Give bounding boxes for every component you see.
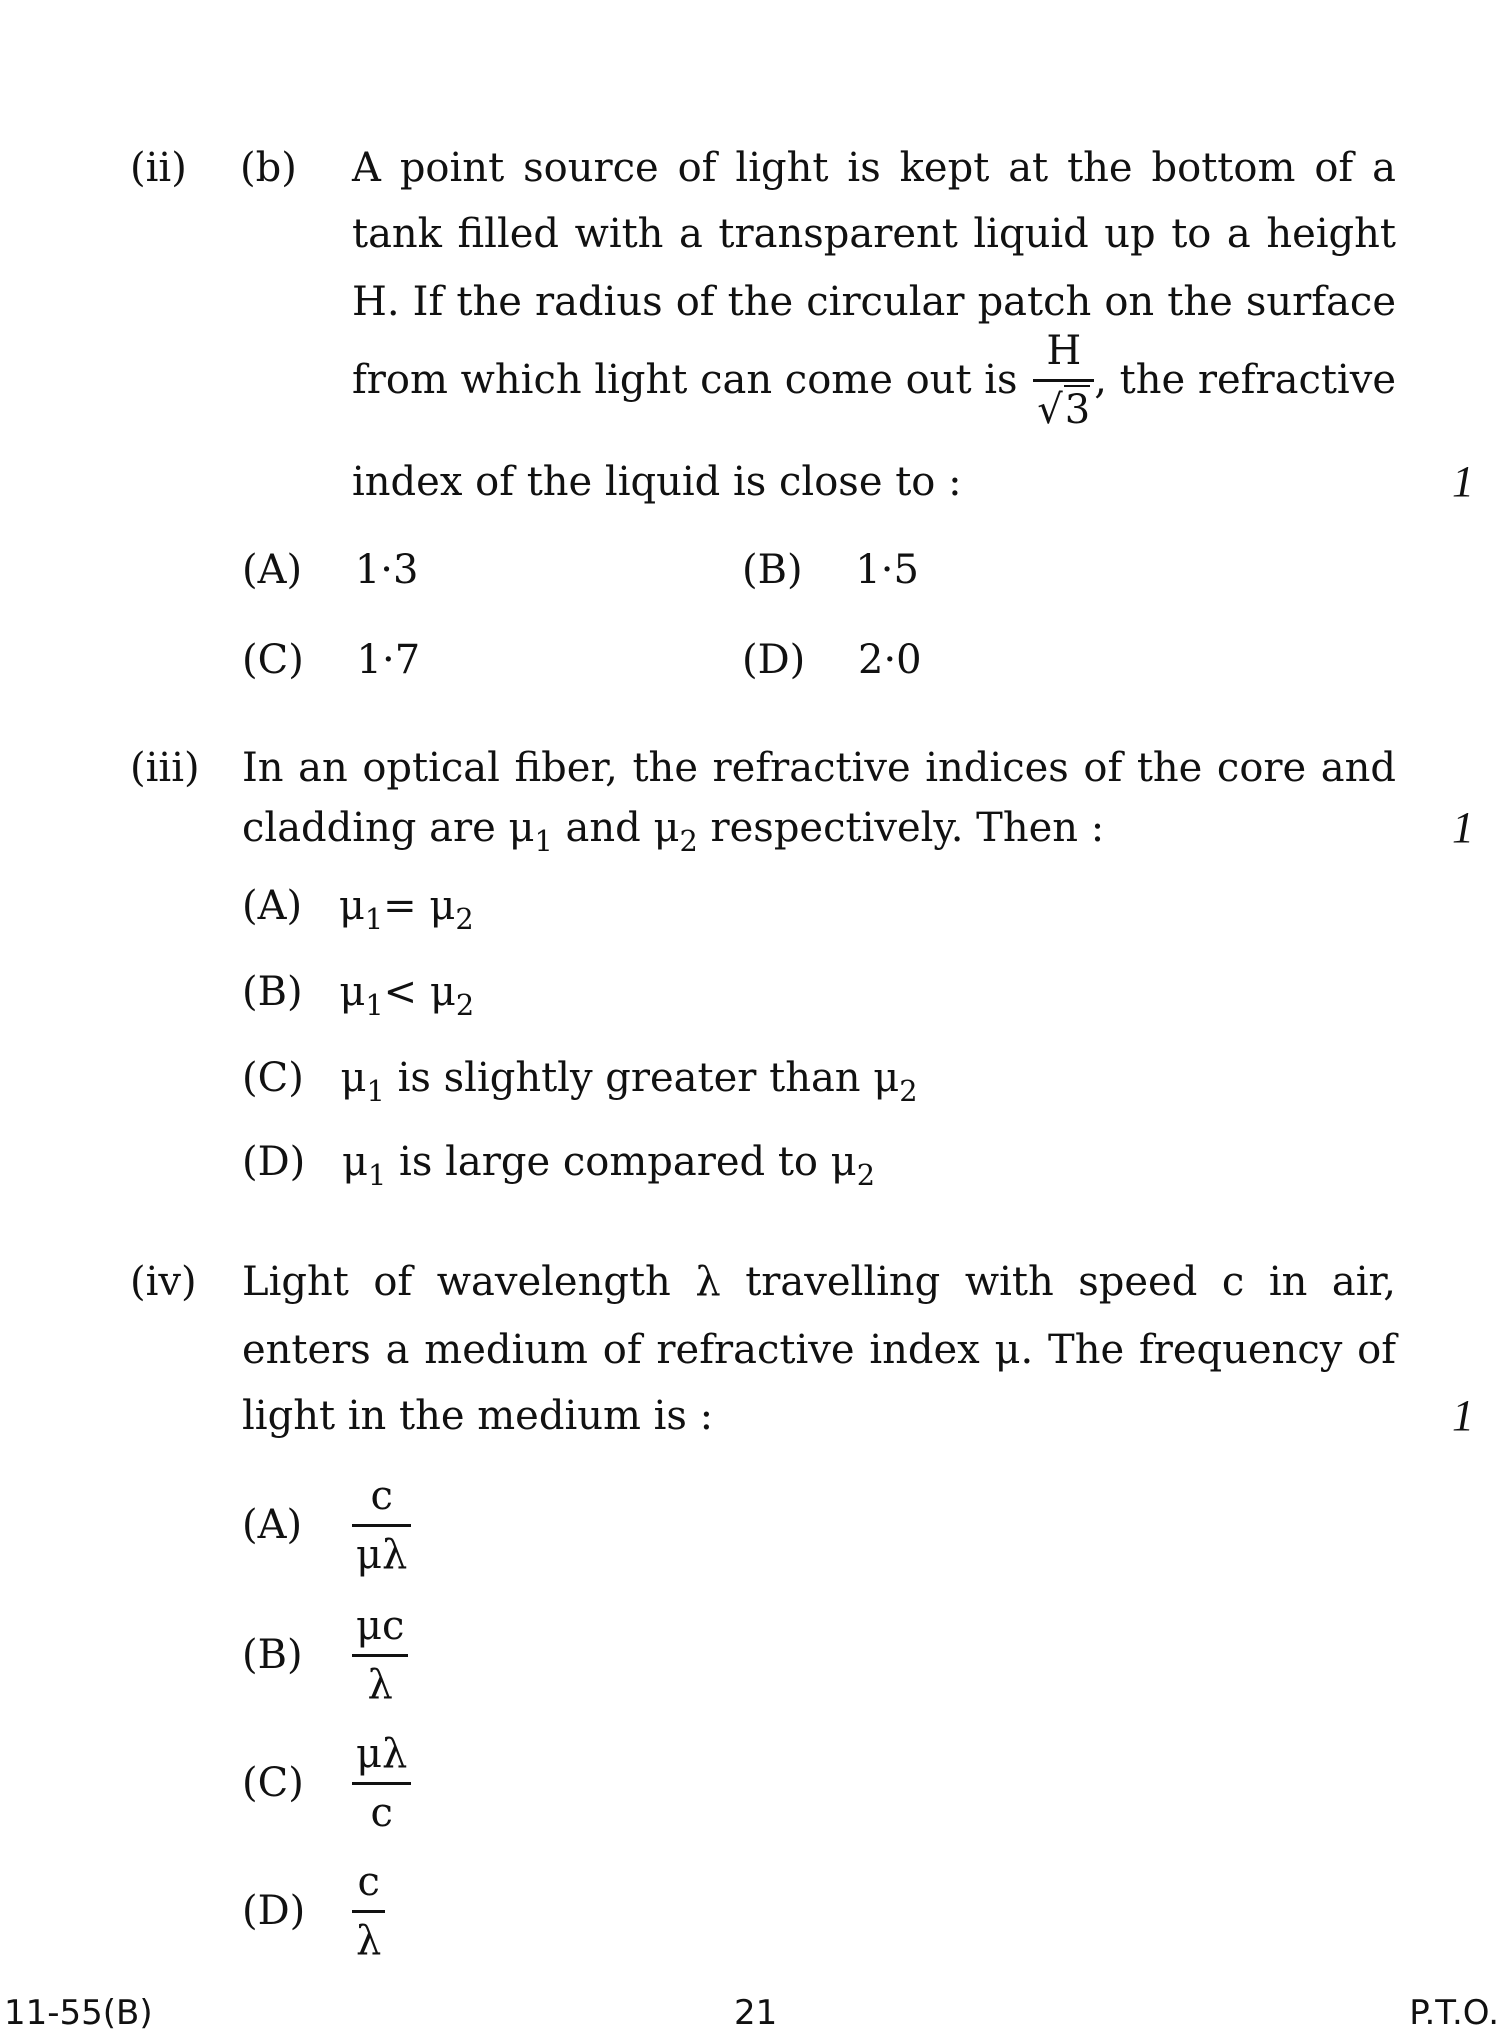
option-d[interactable] [242,1139,876,1193]
question-line: light in the medium is : [242,1393,714,1439]
marks: 1 [1452,1391,1474,1440]
question-line: tank filled with a transparent liquid up to a height [352,211,1396,257]
option-d[interactable] [742,637,922,683]
option-label: (C) [242,1055,304,1101]
option-label: (C) [242,637,304,683]
option-b[interactable] [242,1600,408,1710]
option-c[interactable] [242,1055,918,1109]
option-label: (D) [242,1888,306,1934]
marks: 1 [1452,803,1474,852]
option-text: $\mu_1= \mu_2$ [338,883,474,937]
fraction-h-over-root3 [1033,327,1094,433]
option-label: (D) [242,1139,306,1185]
option-text: $\mu_1$ is slightly greater than $\mu_2$ [340,1055,918,1109]
option-b[interactable] [742,547,919,593]
option-label: (B) [242,969,303,1015]
question-number: (ii) [130,145,187,191]
option-label: (B) [242,1632,303,1678]
option-text: 2·0 [858,637,922,683]
paper-code: 11-55(B) [4,1993,153,2033]
option-a[interactable] [242,547,419,593]
question-line: enters a medium of refractive index μ. The frequency of [242,1327,1396,1373]
option-label: (C) [242,1760,304,1806]
question-line-with-fraction [352,327,1396,433]
option-fraction: $\frac{\mu\lambda}{c}$ [352,1734,411,1833]
option-b[interactable] [242,969,475,1023]
option-a[interactable] [242,1470,411,1580]
option-text: $\mu_1$ is large compared to $\mu_2$ [342,1139,876,1193]
option-fraction: $\frac{\mu c}{\lambda}$ [352,1606,408,1705]
pto-label: P.T.O. [1409,1993,1499,2033]
option-text: $\mu_1< \mu_2$ [339,969,475,1023]
option-d[interactable] [242,1856,385,1966]
marks: 1 [1452,457,1474,506]
question-line: index of the liquid is close to : [352,459,962,505]
sub-question-label: (b) [240,145,297,191]
question-text: , the refractive [1094,357,1396,403]
fraction-denominator: √3 [1037,386,1091,433]
option-label: (A) [242,1502,303,1548]
option-c[interactable] [242,1728,411,1838]
option-c[interactable] [242,637,421,683]
page-number: 21 [734,1993,778,2033]
question-text: from which light can come out is [352,357,1018,403]
question-number: (iv) [130,1259,197,1305]
option-text: 1·5 [855,547,919,593]
option-a[interactable] [242,883,474,937]
fraction-numerator: H [1033,331,1094,382]
option-text: 1·7 [356,637,421,683]
option-label: (A) [242,883,303,929]
option-label: (B) [742,547,803,593]
question-number: (iii) [130,745,200,791]
question-line: In an optical fiber, the refractive indices of the core and [242,745,1396,791]
option-fraction: $\frac{c}{\lambda}$ [352,1862,385,1961]
sqrt-icon: √ [1037,386,1063,433]
option-fraction: $\frac{c}{\mu\lambda}$ [352,1476,411,1575]
question-line: H. If the radius of the circular patch on the surface [352,279,1396,325]
option-label: (A) [242,547,303,593]
question-line: Light of wavelength λ travelling with speed c in air, [242,1259,1396,1305]
option-label: (D) [742,637,806,683]
question-line: A point source of light is kept at the bottom of a [352,145,1396,191]
option-text: 1·3 [354,547,419,593]
question-line: cladding are $\mu_1$ and $\mu_2$ respectively. Then : [242,805,1105,859]
